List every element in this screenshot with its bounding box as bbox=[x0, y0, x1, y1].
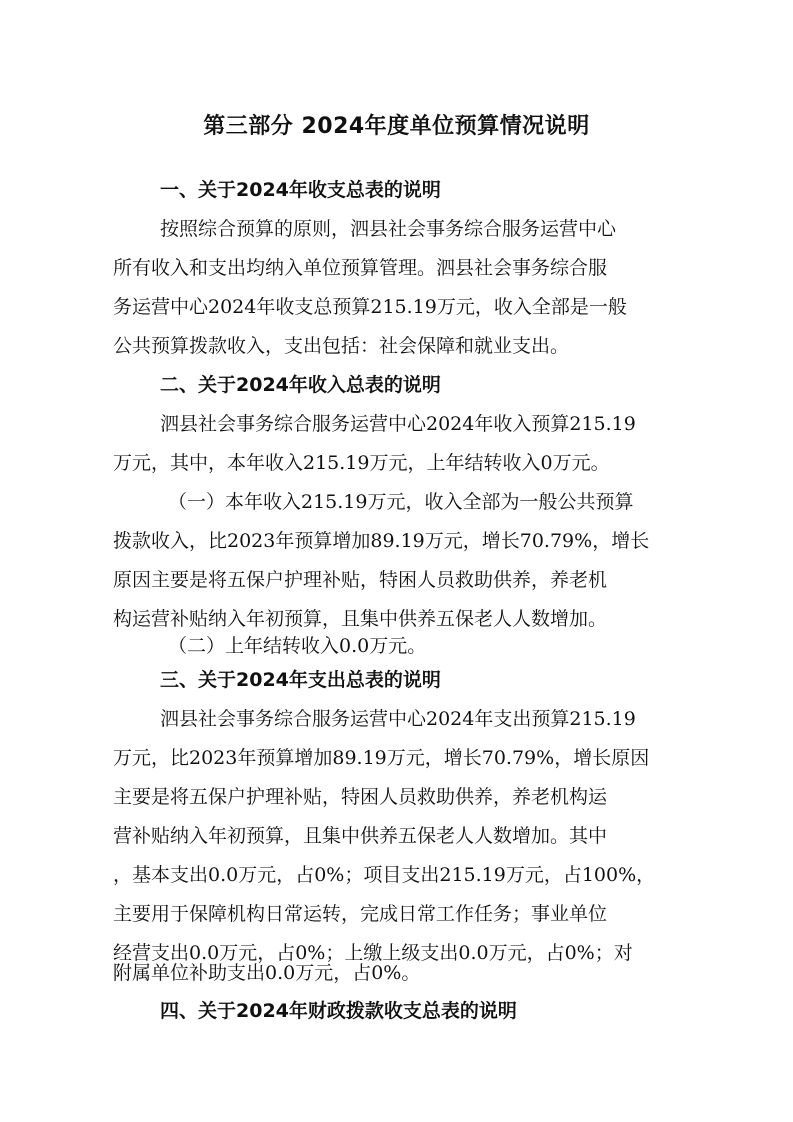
section-heading-3: 三、关于2024年支出总表的说明 bbox=[160, 669, 441, 691]
paragraph-line: 构运营补贴纳入年初预算，且集中供养五保老人人数增加。 bbox=[113, 608, 608, 630]
paragraph-line: （一）本年收入215.19万元，收入全部为一般公共预算 bbox=[168, 491, 634, 513]
paragraph-line: （二）上年结转收入0.0万元。 bbox=[168, 635, 427, 657]
paragraph-line: 泗县社会事务综合服务运营中心2024年收入预算215.19 bbox=[160, 413, 636, 435]
section-heading-1: 一、关于2024年收支总表的说明 bbox=[160, 179, 441, 201]
paragraph-line: 万元，其中，本年收入215.19万元，上年结转收入0万元。 bbox=[113, 452, 610, 474]
paragraph-line: 营补贴纳入年初预算，且集中供养五保老人人数增加。其中 bbox=[113, 825, 608, 847]
paragraph-line: 附属单位补助支出0.0万元，占0%。 bbox=[113, 962, 421, 984]
paragraph-line: 所有收入和支出均纳入单位预算管理。泗县社会事务综合服 bbox=[113, 257, 608, 279]
page-title: 第三部分 2024年度单位预算情况说明 bbox=[203, 114, 590, 139]
paragraph-line: 务运营中心2024年收支总预算215.19万元，收入全部是一般 bbox=[113, 296, 627, 318]
paragraph-line: 万元，比2023年预算增加89.19万元，增长70.79%，增长原因 bbox=[113, 747, 650, 769]
paragraph-line: ，基本支出0.0万元，占0%；项目支出215.19万元，占100%， bbox=[113, 864, 656, 886]
section-heading-2: 二、关于2024年收入总表的说明 bbox=[160, 374, 441, 396]
paragraph-line: 主要是将五保户护理补贴，特困人员救助供养，养老机构运 bbox=[113, 786, 608, 808]
paragraph-line: 按照综合预算的原则，泗县社会事务综合服务运营中心 bbox=[160, 218, 617, 240]
paragraph-line: 拨款收入，比2023年预算增加89.19万元，增长70.79%，增长 bbox=[113, 530, 650, 552]
paragraph-line: 泗县社会事务综合服务运营中心2024年支出预算215.19 bbox=[160, 708, 636, 730]
section-heading-4: 四、关于2024年财政拨款收支总表的说明 bbox=[160, 1000, 517, 1022]
paragraph-line: 公共预算拨款收入，支出包括：社会保障和就业支出。 bbox=[113, 335, 570, 357]
paragraph-line: 主要用于保障机构日常运转，完成日常工作任务；事业单位 bbox=[113, 903, 608, 925]
paragraph-line: 经营支出0.0万元，占0%；上缴上级支出0.0万元，占0%；对 bbox=[113, 942, 633, 964]
paragraph-line: 原因主要是将五保户护理补贴，特困人员救助供养，养老机 bbox=[113, 569, 608, 591]
